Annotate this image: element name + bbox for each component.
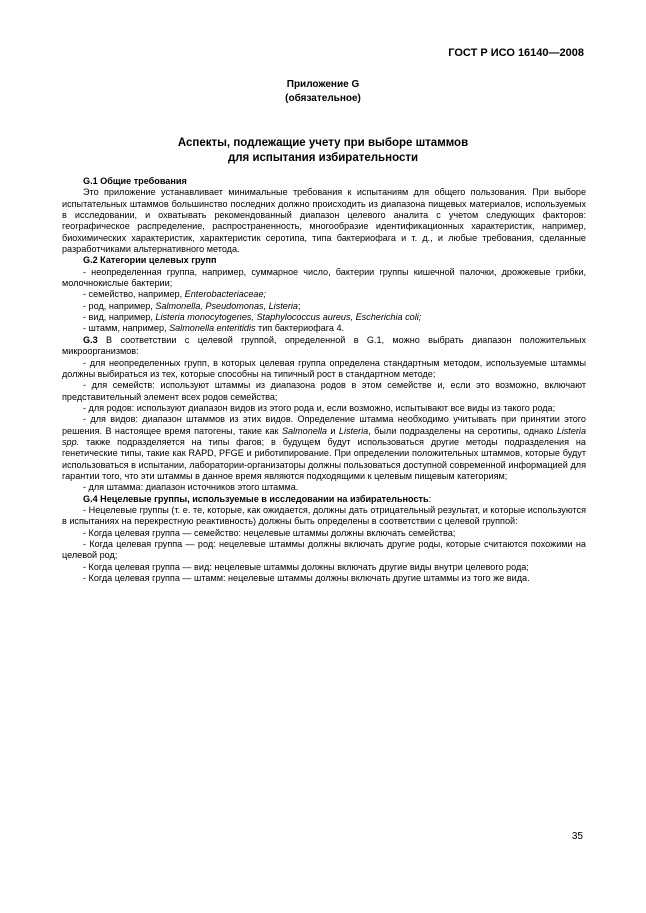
list-item: - род, например, Salmonella, Pseudomonas, Listeria; bbox=[83, 300, 301, 311]
list-item: - Когда целевая группа — штамм: нецелевые штаммы должны включать другие штаммы из того же вида. bbox=[83, 573, 530, 584]
standard-code: ГОСТ Р ИСО 16140—2008 bbox=[448, 47, 584, 59]
paragraph: Это приложение устанавливает минимальные требования к испытаниям для общего пользования. При выборе испытательных штаммов большинство последних должно происходить из диапазона пищевых материалов, используемых в исследовании, и охватывать рекомендованный диапазон целевого аналита с учетом следующих факторов: географическое распределение, распространенность, многообразие идентификационных характеристик, например, биохимических характеристик, характеристик серотипа, типа бактериофага и т. д., и любые требования, сделанные разработчиками альтернативного метода. bbox=[62, 187, 586, 255]
section-heading-g4: G.4 Нецелевые группы, используемые в исследовании на избирательность: bbox=[83, 493, 432, 504]
list-item: - Когда целевая группа — род: нецелевые штаммы должны включать другие роды, которые считаются похожими на целевой род; bbox=[62, 539, 586, 561]
section-heading-g2: G.2 Категории целевых групп bbox=[83, 255, 217, 266]
list-item: - вид, например, Listeria monocytogenes, Staphylococcus aureus, Escherichia coli; bbox=[83, 312, 422, 323]
list-item: - для видов: диапазон штаммов из этих видов. Определение штамма необходимо учитывать при принятии этого решения. В настоящее время патогены, такие как Salmonella и Listeria, были подразделены на серотипы, однако Listeria spp. также подразделяется на типы фагов; в будущем будут использоваться другие методы подразделения на генетические типы, такие как RAPD, PFGE и риботипирование. При определении положительных штаммов, которые будут использоваться в испытании, лаборатории-организаторы должны пользоваться доступной современной информацией для гарантии того, что эти штаммы в данное время являются подходящими к целевым пищевым категориям; bbox=[62, 414, 587, 481]
list-item: - штамм, например, Salmonella enteritidis тип бактериофага 4. bbox=[83, 323, 345, 334]
list-item: - Нецелевые группы (т. е. те, которые, как ожидается, должны дать отрицательный результат, и которые используются в испытаниях на перекрестную реактивность) должны быть определены в соответствии с целевой группой: bbox=[62, 504, 586, 527]
page-number: 35 bbox=[571, 831, 583, 842]
document-title bbox=[0, 136, 646, 166]
list-item: - семейство, например, Enterobacteriaceae; bbox=[83, 289, 267, 300]
list-item: - для родов: используют диапазон видов из этого рода и, если возможно, испытывают все виды из такого рода; bbox=[83, 402, 556, 413]
annex-label: Приложение G bbox=[286, 79, 360, 90]
list-item: - Когда целевая группа — вид: нецелевые штаммы должны включать другие виды внутри целевого рода; bbox=[83, 561, 529, 572]
list-item: - для неопределенных групп, в которых целевая группа определена стандартным методом, используемые штаммы должны выбираться из тех, которые способны на типичный рост в стандартном методе; bbox=[62, 357, 586, 379]
list-item: - для семейств: используют штаммы из диапазона родов в этом семействе и, если это возможно, включают представительный элемент всех родов семейства; bbox=[62, 380, 586, 402]
list-item: - Когда целевая группа — семейство: нецелевые штаммы должны включать семейства; bbox=[83, 527, 456, 538]
section-heading-g1: G.1 Общие требования bbox=[83, 176, 187, 186]
title-line-1: Аспекты, подлежащие учету при выборе штаммов bbox=[177, 137, 469, 149]
section-g3: G.3 В соответствии с целевой группой, определенной в G.1, можно выбрать диапазон положительных микроорганизмов: bbox=[62, 334, 586, 357]
title-line-2: для испытания избирательности bbox=[227, 152, 419, 164]
annex-status: (обязательное) bbox=[285, 93, 361, 104]
document-body bbox=[62, 176, 586, 584]
list-item: - неопределенная группа, например, суммарное число, бактерии группы кишечной палочки, дрожжевые грибки, молочнокислые бактерии; bbox=[62, 266, 586, 289]
annex-heading bbox=[0, 78, 646, 106]
list-item: - для штамма: диапазон источников этого штамма. bbox=[83, 482, 299, 493]
